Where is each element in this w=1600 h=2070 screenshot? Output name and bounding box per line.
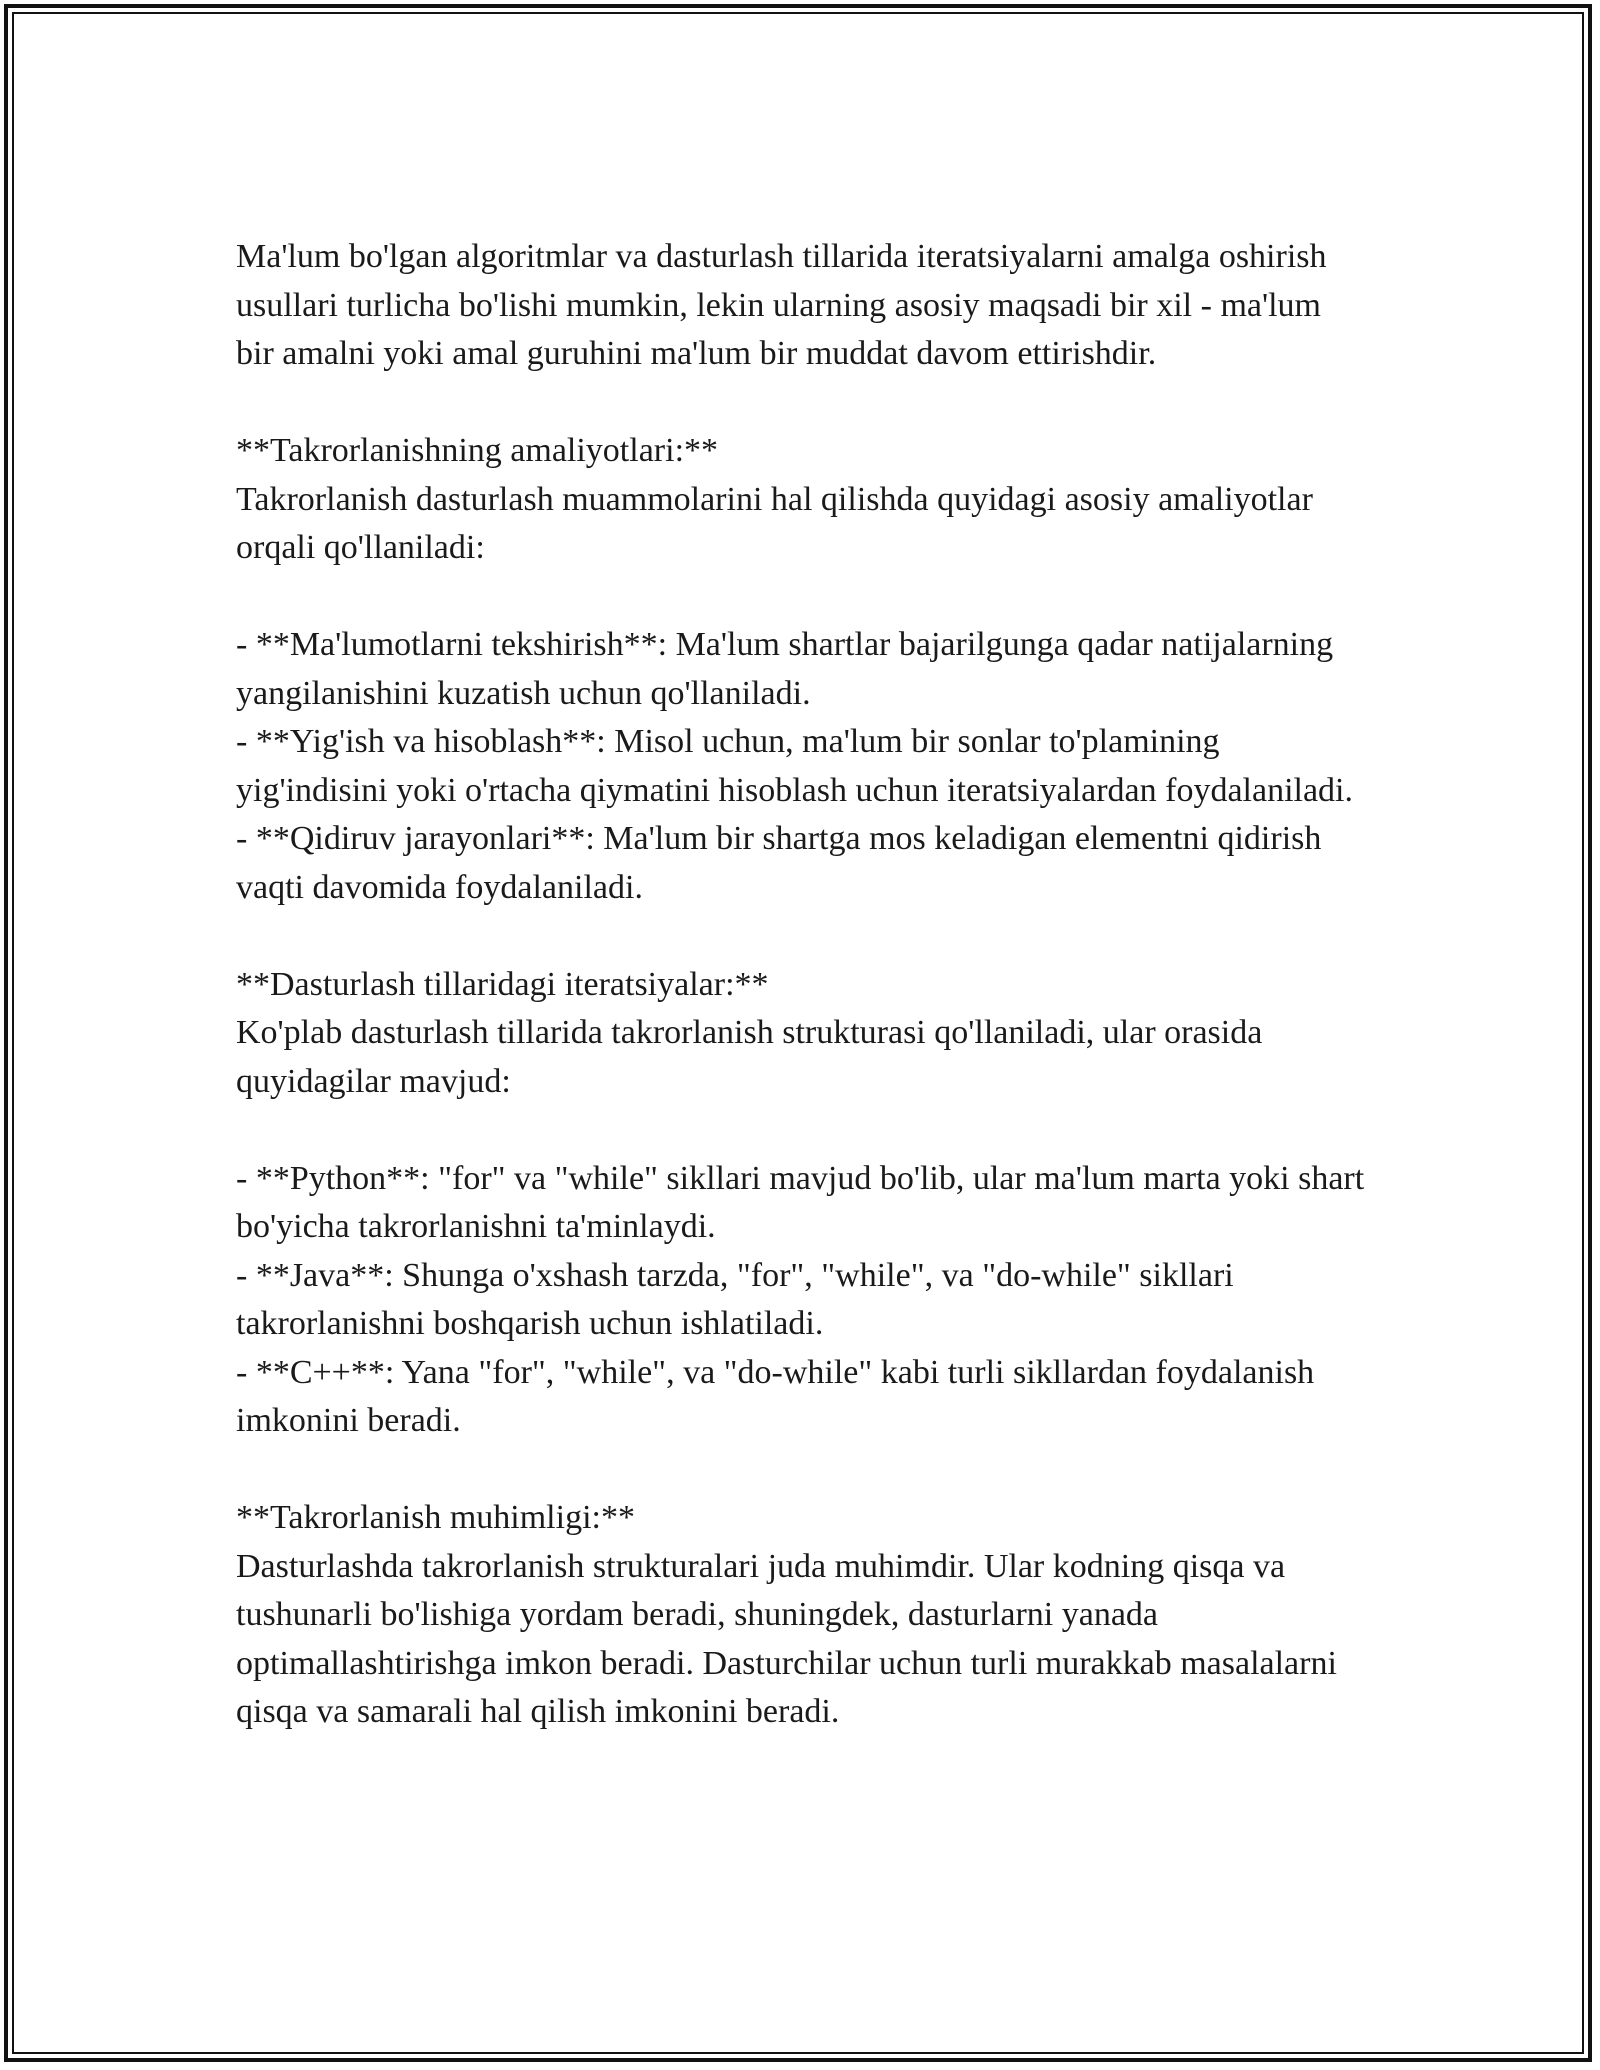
section-heading-languages: **Dasturlash tillaridagi iteratsiyalar:**: [236, 965, 769, 1003]
list-item-search: - **Qidiruv jarayonlari**: Ma'lum bir shartga mos keladigan elementni qidirish vaqti davomida foydalaniladi.: [236, 820, 1330, 906]
section-heading-importance: **Takrorlanish muhimligi:**: [236, 1499, 635, 1536]
paragraph-gap: [236, 379, 1366, 428]
document-body: [236, 233, 1373, 1737]
list-item-java: - **Java**: Shunga o'xshash tarzda, "for", "while", va "do-while" sikllari takrorlanishni boshqarish uchun ishlatiladi.: [236, 1256, 1243, 1342]
list-item-cpp: - **C++**: Yana "for", "while", va "do-while" kabi turli sikllardan foydalanish imkonini beradi.: [236, 1353, 1323, 1439]
list-item-data-check: - **Ma'lumotlarni tekshirish**: Ma'lum shartlar bajarilgunga qadar natijalarning yangilanishini kuzatish uchun qo'llaniladi.: [236, 626, 1342, 712]
section-heading-practices: **Takrorlanishning amaliyotlari:**: [236, 432, 719, 469]
paragraph-gap: [236, 1106, 1366, 1155]
section-body-practices: Takrorlanish dasturlash muammolarini hal qilishda quyidagi asosiy amaliyotlar orqali qo'llaniladi:: [236, 480, 1322, 566]
paragraph-gap: [236, 573, 1366, 622]
list-item-python: - **Python**: "for" va "while" sikllari mavjud bo'lib, ular ma'lum marta yoki shart bo'yicha takrorlanishni ta'minlaydi.: [236, 1159, 1373, 1245]
section-body-languages: Ko'plab dasturlash tillarida takrorlanish strukturasi qo'llaniladi, ular orasida quyidagilar mavjud:: [236, 1014, 1271, 1100]
intro-paragraph: Ma'lum bo'lgan algoritmlar va dasturlash tillarida iteratsiyalarni amalga oshirish usullari turlicha bo'lishi mumkin, lekin ularning asosiy maqsadi bir xil - ma'lum bir amalni yoki amal guruhini ma'lum bir muddat davom ettirishdir.: [236, 238, 1336, 372]
section-body-importance: Dasturlashda takrorlanish strukturalari juda muhimdir. Ular kodning qisqa va tushunarli bo'lishiga yordam beradi, shuningdek, dasturlarni yanada optimallashtirishga imkon beradi. Dasturchilar uchun turli murakkab masalalarni qisqa va samarali hal qilish imkonini beradi.: [236, 1547, 1346, 1730]
list-item-sum-calc: - **Yig'ish va hisoblash**: Misol uchun, ma'lum bir sonlar to'plamining yig'indisini yoki o'rtacha qiymatini hisoblash uchun iteratsiyalardan foydalaniladi.: [236, 723, 1354, 809]
paragraph-gap: [236, 1446, 1366, 1495]
paragraph-gap: [236, 912, 1366, 961]
